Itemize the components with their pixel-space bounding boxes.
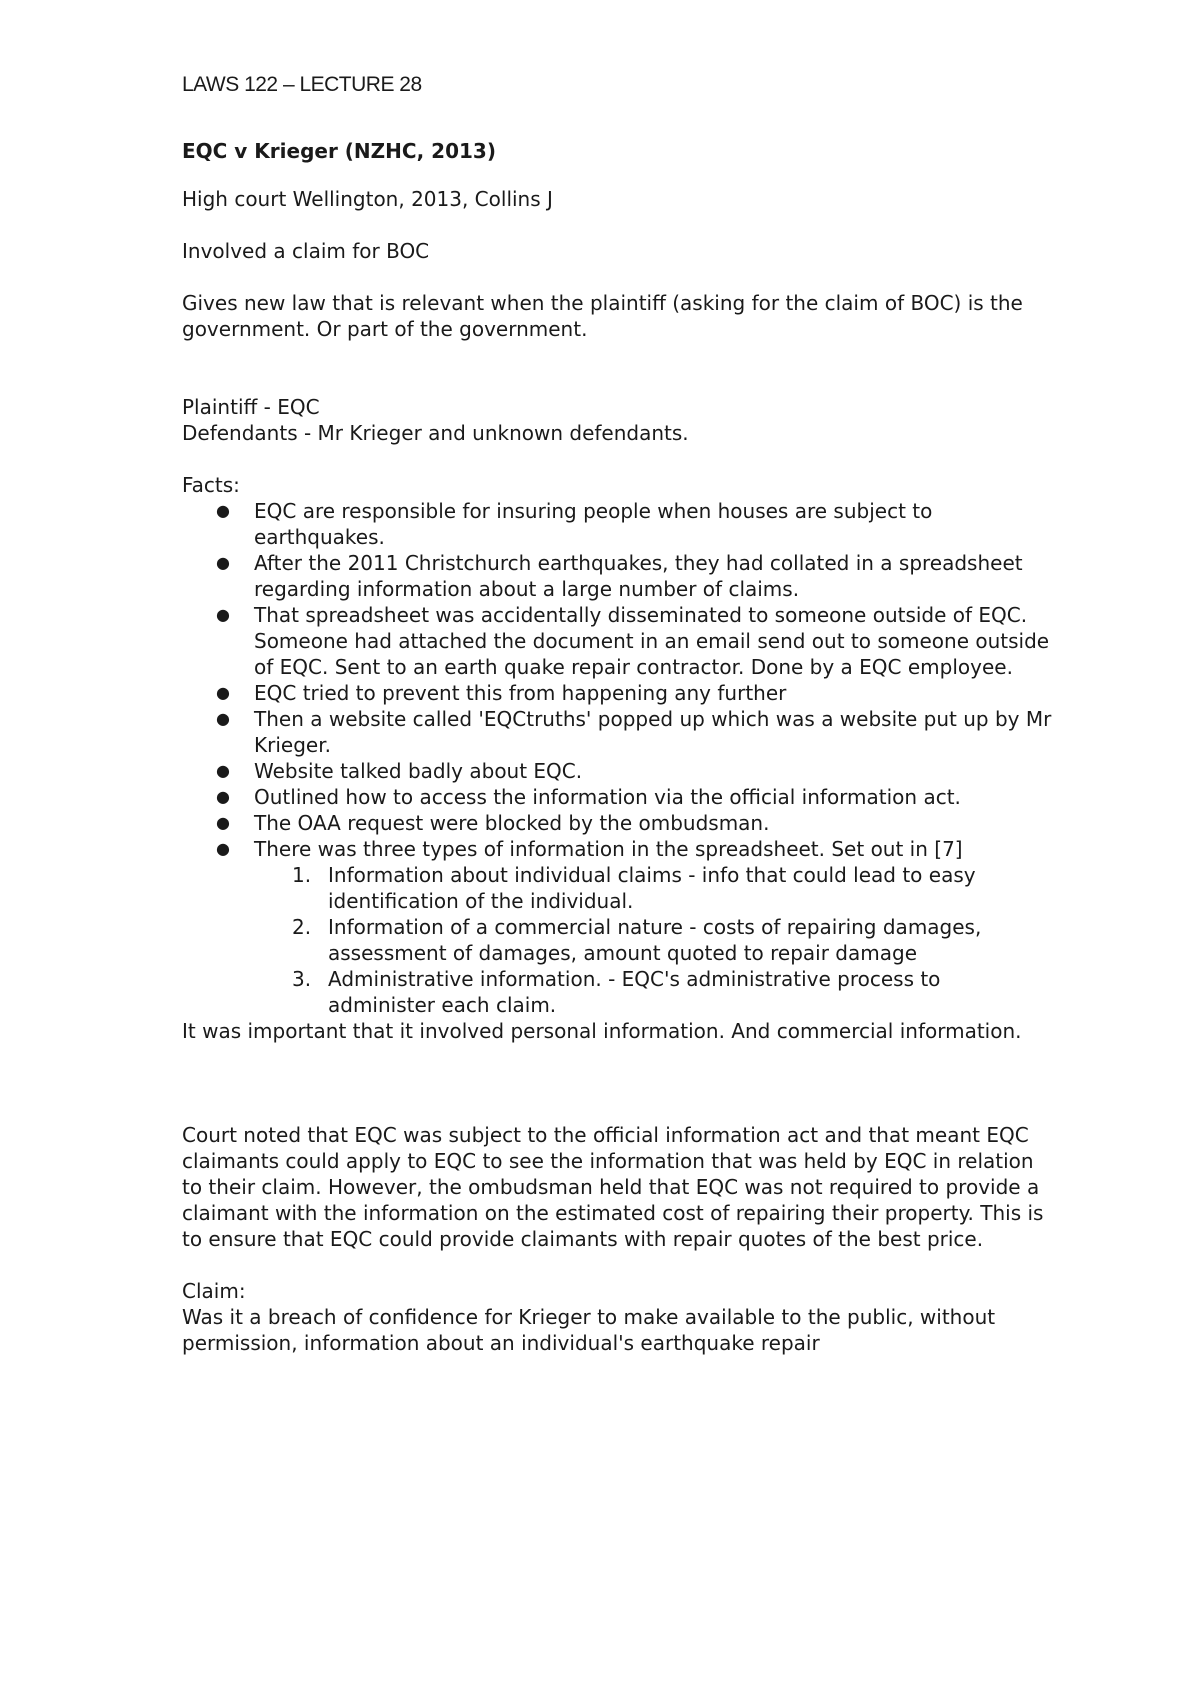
item-text: Administrative information. - EQC's administrative process to administer each claim. <box>328 967 941 1017</box>
court-noted-paragraph: Court noted that EQC was subject to the official information act and that meant EQC claimants could apply to EQC to see the information that was held by EQC in relation to their claim. However, the ombudsman held that EQC was not required to provide a claimant with the information on the estimated cost of repairing their property. This is to ensure that EQC could provide claimants with repair quotes of the best price. <box>182 1123 1044 1251</box>
list-item <box>182 914 1052 966</box>
claim-label: Claim: <box>182 1279 246 1303</box>
lecture-heading: LAWS 122 – LECTURE 28 <box>182 73 422 96</box>
list-item <box>182 680 1052 706</box>
list-item <box>182 550 1052 602</box>
fact-text: There was three types of information in the spreadsheet. Set out in [7] <box>254 837 963 861</box>
list-item <box>182 836 1052 862</box>
importance-paragraph: It was important that it involved personal information. And commercial information. <box>182 1019 1022 1043</box>
fact-text: The OAA request were blocked by the ombudsman. <box>254 811 770 835</box>
item-text: Information about individual claims - info that could lead to easy identification of the individual. <box>328 863 976 913</box>
relevance-paragraph: Gives new law that is relevant when the plaintiff (asking for the claim of BOC) is the government. Or part of the government. <box>182 291 1023 341</box>
list-item <box>182 602 1052 680</box>
fact-text: EQC tried to prevent this from happening any further <box>254 681 787 705</box>
bullet-icon: ● <box>216 553 230 572</box>
claim-type-line: Involved a claim for BOC <box>182 239 430 263</box>
fact-text: EQC are responsible for insuring people when houses are subject to earthquakes. <box>254 499 933 549</box>
list-item <box>182 862 1052 914</box>
information-types-list <box>182 862 1052 1018</box>
spacer <box>182 342 1052 394</box>
court-line: High court Wellington, 2013, Collins J <box>182 187 553 211</box>
bullet-icon: ● <box>216 761 230 780</box>
list-item <box>182 810 1052 836</box>
claim-paragraph: Was it a breach of confidence for Krieger to make available to the public, without permission, information about an individual's earthquake repair <box>182 1305 996 1355</box>
bullet-icon: ● <box>216 501 230 520</box>
bullet-icon: ● <box>216 813 230 832</box>
bullet-icon: ● <box>216 605 230 624</box>
case-title: EQC v Krieger (NZHC, 2013) <box>182 139 496 163</box>
defendants-line: Defendants - Mr Krieger and unknown defendants. <box>182 421 689 445</box>
facts-list <box>182 498 1052 862</box>
fact-text: Website talked badly about EQC. <box>254 759 583 783</box>
fact-text: Outlined how to access the information via the official information act. <box>254 785 961 809</box>
list-item <box>182 706 1052 758</box>
item-number: 1. <box>292 863 312 887</box>
spacer <box>182 1044 1052 1122</box>
list-item <box>182 498 1052 550</box>
bullet-icon: ● <box>216 683 230 702</box>
item-number: 2. <box>292 915 312 939</box>
fact-text: Then a website called 'EQCtruths' popped up which was a website put up by Mr Krieger. <box>254 707 1052 757</box>
item-text: Information of a commercial nature - costs of repairing damages, assessment of damages, amount quoted to repair damage <box>328 915 982 965</box>
facts-label: Facts: <box>182 473 240 497</box>
list-item <box>182 784 1052 810</box>
document-page <box>182 72 1052 1356</box>
bullet-icon: ● <box>216 787 230 806</box>
fact-text: After the 2011 Christchurch earthquakes, they had collated in a spreadsheet regarding information about a large number of claims. <box>254 551 1023 601</box>
bullet-icon: ● <box>216 839 230 858</box>
list-item <box>182 758 1052 784</box>
plaintiff-line: Plaintiff - EQC <box>182 395 320 419</box>
item-number: 3. <box>292 967 312 991</box>
list-item <box>182 966 1052 1018</box>
fact-text: That spreadsheet was accidentally disseminated to someone outside of EQC. Someone had attached the document in an email send out to someone outside of EQC. Sent to an earth quake repair contractor. Done by a EQC employee. <box>254 603 1050 679</box>
bullet-icon: ● <box>216 709 230 728</box>
